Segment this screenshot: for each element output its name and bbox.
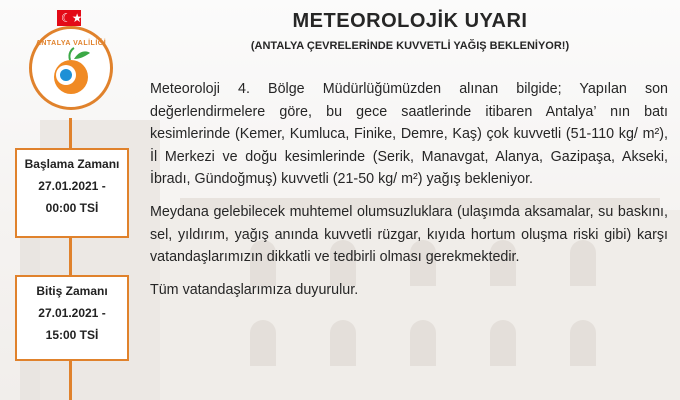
background-window: [410, 320, 436, 366]
body-paragraph-1: Meteoroloji 4. Bölge Müdürlüğümüzden alınan bilgide; Yapılan son değerlendirmelere göre, bu gece saatlerinde itibaren Antalya’ nın batı kesimlerinde (Kemer, Kumluca, Finike, Demre, Kaş) çok kuvvetli (51-110 kg/ m²), İl Merkezi ve doğu kesimlerinde (Serik, Manavgat, Alanya, Gazipaşa, Akseki, İbradı, Gündoğmuş) kuvvetli (21-50 kg/ m²) yağış bekleniyor.: [150, 81, 668, 188]
end-time-value: 15:00 TSİ: [45, 328, 99, 342]
logo-text: ANTALYA VALİLİĞİ: [35, 40, 107, 47]
body-paragraph-2: Meydana gelebilecek muhtemel olumsuzluklara (ulaşımda aksamalar, su baskını, sel, yıldırım, yağış anında kuvvetli rüzgar, kıyıda hortum oluşma riski gibi) karşı vatandaşlarımızın dikkatli ve tedbirli olması gerekmektedir.: [150, 203, 668, 266]
start-time-box: [15, 148, 129, 238]
body-paragraph-3: Tüm vatandaşlarımıza duyurulur.: [150, 281, 359, 298]
end-time-label: Bitiş Zamanı: [36, 284, 108, 298]
flag-symbol: ☾★: [61, 11, 83, 25]
background-window: [330, 320, 356, 366]
start-time-value: 00:00 TSİ: [45, 201, 99, 215]
antalya-valiligi-logo: [29, 26, 113, 110]
background-window: [250, 320, 276, 366]
end-time-box: [15, 275, 129, 361]
end-date-value: 27.01.2021 -: [38, 306, 106, 320]
warning-body: [150, 78, 668, 311]
start-date-value: 27.01.2021 -: [38, 179, 106, 193]
page-title: METEOROLOJİK UYARI: [292, 10, 528, 32]
background-window: [490, 320, 516, 366]
turkish-flag-icon: [57, 10, 81, 26]
page-subtitle: (ANTALYA ÇEVRELERİNDE KUVVETLİ YAĞIŞ BEKLENİYOR!): [250, 40, 570, 52]
start-time-label: Başlama Zamanı: [24, 157, 120, 171]
background-window: [570, 320, 596, 366]
